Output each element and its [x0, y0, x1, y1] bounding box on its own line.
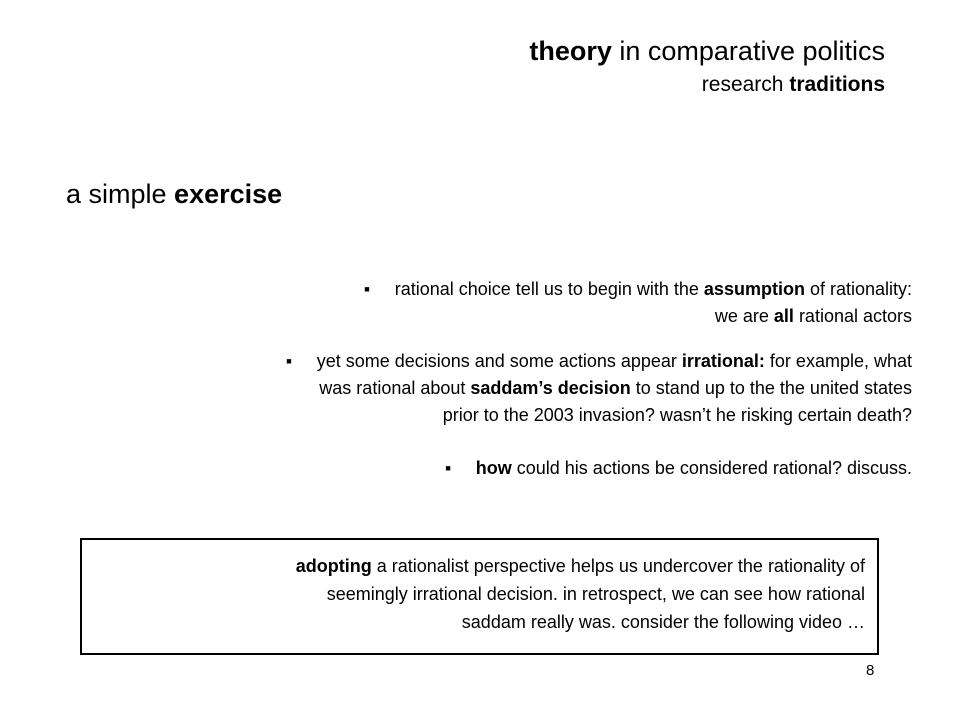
bullet-line — [286, 348, 912, 375]
bullet-line — [286, 402, 912, 429]
bullet-emphasis: how — [475, 458, 512, 478]
header-subtitle-plain: research — [701, 73, 790, 96]
bullet-emphasis: irrational: — [681, 351, 765, 371]
callout-emphasis: adopting — [295, 556, 372, 576]
section-title — [66, 178, 282, 210]
bullet-line — [445, 455, 912, 482]
bullet-text: prior to the 2003 invasion? wasn’t he risking certain death? — [442, 405, 912, 425]
slide-header-title — [529, 36, 885, 66]
page-number: 8 — [866, 662, 875, 679]
bullet-text: yet some decisions and some actions appear — [316, 351, 682, 371]
bullet-line — [286, 375, 912, 402]
header-title-bold: theory — [529, 36, 612, 66]
square-bullet-icon: ■ — [445, 463, 451, 473]
bullet-emphasis: assumption — [703, 279, 805, 299]
callout-line: seemingly irrational decision. in retrospect, we can see how rational — [326, 584, 865, 604]
bullet-text: we are — [714, 306, 774, 326]
bullet-item-rational-choice — [364, 276, 912, 330]
bullet-text: of rationality: — [804, 279, 912, 299]
bullet-emphasis: saddam’s decision — [470, 378, 631, 398]
callout-text-span: a rationalist perspective helps us undercover the rationality of — [371, 556, 865, 576]
bullet-text: rational actors — [793, 306, 912, 326]
bullet-text: for example, what — [764, 351, 912, 371]
bullet-line — [364, 303, 912, 330]
bullet-item-irrational — [286, 348, 912, 429]
bullet-text: could his actions be considered rational? discuss. — [511, 458, 912, 478]
callout-line — [296, 552, 865, 580]
bullet-text: rational choice tell us to begin with the — [394, 279, 704, 299]
slide-header-subtitle — [702, 72, 885, 98]
section-title-bold: exercise — [174, 179, 283, 209]
bullet-line — [364, 276, 912, 303]
callout-text — [296, 552, 865, 636]
bullet-emphasis: all — [773, 306, 794, 326]
bullet-item-discuss — [445, 455, 912, 482]
bullet-text: was rational about — [319, 378, 471, 398]
section-title-plain: a simple — [66, 179, 175, 209]
bullet-text: to stand up to the the united states — [630, 378, 912, 398]
square-bullet-icon: ■ — [286, 356, 292, 366]
callout-line: saddam really was. consider the following video … — [461, 612, 865, 632]
callout-box — [80, 538, 879, 655]
square-bullet-icon: ■ — [364, 284, 370, 294]
header-subtitle-bold: traditions — [789, 73, 885, 96]
header-title-rest: in comparative politics — [611, 36, 885, 66]
